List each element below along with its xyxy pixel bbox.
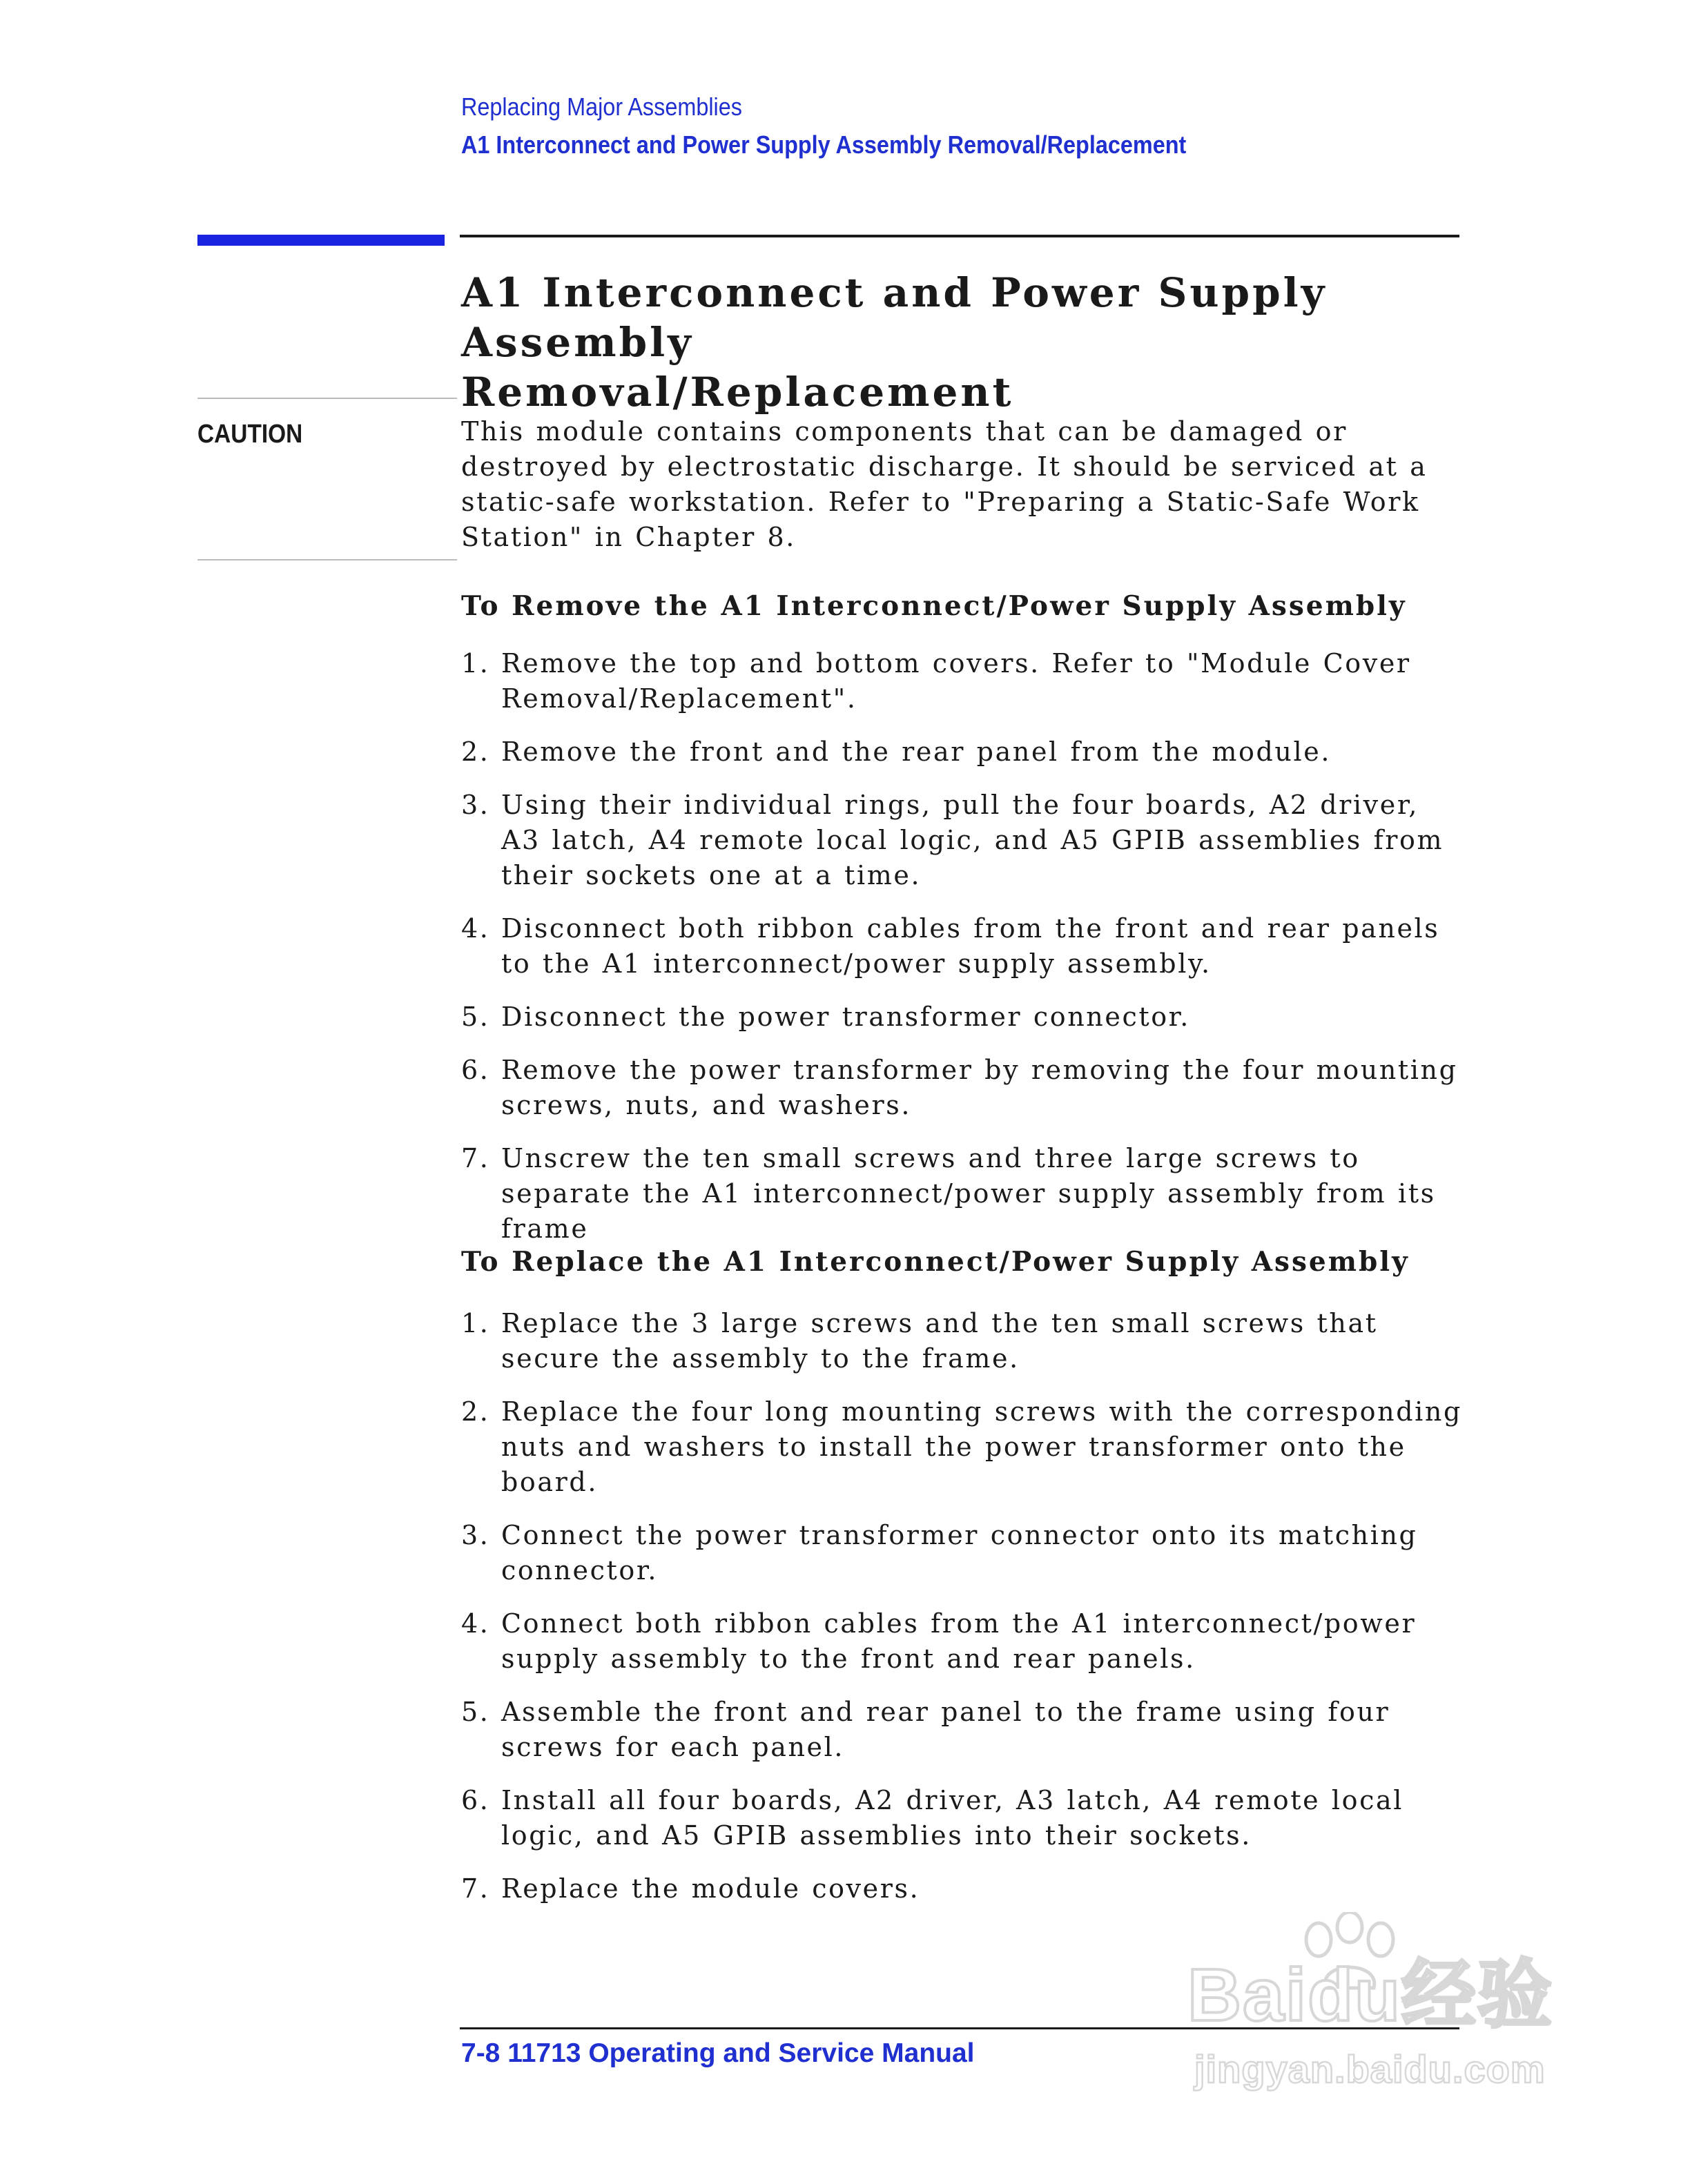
baidu-watermark xyxy=(1187,1912,1574,2119)
step-text: Disconnect both ribbon cables from the front and rear panels to the A1 interconnect/power supply assembly. xyxy=(501,913,1440,979)
step-number: 7. xyxy=(461,1873,490,1904)
watermark-brand: Baidu经验 xyxy=(1187,1953,1554,2036)
running-head-section: A1 Interconnect and Power Supply Assembly Removal/Replacement xyxy=(461,130,1187,159)
step-number: 2. xyxy=(461,1396,490,1427)
step-number: 5. xyxy=(461,1697,490,1727)
step-text: Using their individual rings, pull the four boards, A2 driver, A3 latch, A4 remote local logic, and A5 GPIB assemblies from their sockets one at a time. xyxy=(501,790,1444,890)
remove-steps-list xyxy=(461,646,1469,1247)
watermark-url: jingyan.baidu.com xyxy=(1194,2047,1546,2091)
running-head xyxy=(461,88,1267,164)
list-item xyxy=(461,734,1469,770)
page-title xyxy=(461,268,1469,417)
list-item xyxy=(461,1695,1469,1765)
step-number: 6. xyxy=(461,1785,490,1815)
remove-heading: To Remove the A1 Interconnect/Power Supply Assembly xyxy=(461,590,1407,622)
list-item xyxy=(461,911,1469,982)
step-text: Remove the front and the rear panel from the module. xyxy=(501,737,1332,767)
step-text: Replace the four long mounting screws with the corresponding nuts and washers to install the power transformer onto the board. xyxy=(501,1396,1462,1497)
step-text: Connect both ribbon cables from the A1 interconnect/power supply assembly to the front and rear panels. xyxy=(501,1608,1417,1674)
blue-accent-bar xyxy=(197,235,445,246)
step-number: 5. xyxy=(461,1002,490,1032)
step-text: Assemble the front and rear panel to the frame using four screws for each panel. xyxy=(501,1697,1390,1762)
top-divider xyxy=(460,235,1459,237)
step-number: 4. xyxy=(461,913,490,944)
page-title-line2: Removal/Replacement xyxy=(461,369,1014,416)
step-number: 3. xyxy=(461,790,490,820)
step-number: 1. xyxy=(461,1308,490,1338)
caution-rule-top xyxy=(197,398,457,399)
step-text: Remove the power transformer by removing the four mounting screws, nuts, and washers. xyxy=(501,1055,1458,1120)
list-item xyxy=(461,1000,1469,1035)
step-number: 2. xyxy=(461,737,490,767)
step-number: 7. xyxy=(461,1143,490,1173)
list-item xyxy=(461,1518,1469,1588)
step-text: Disconnect the power transformer connector. xyxy=(501,1002,1190,1032)
step-number: 6. xyxy=(461,1055,490,1085)
running-head-chapter: Replacing Major Assemblies xyxy=(461,92,742,121)
step-number: 3. xyxy=(461,1520,490,1550)
list-item xyxy=(461,1871,1469,1907)
list-item xyxy=(461,788,1469,893)
list-item xyxy=(461,1141,1469,1247)
step-text: Install all four boards, A2 driver, A3 latch, A4 remote local logic, and A5 GPIB assemblies into their sockets. xyxy=(501,1785,1404,1851)
replace-heading: To Replace the A1 Interconnect/Power Supply Assembly xyxy=(461,1246,1410,1278)
replace-steps-list xyxy=(461,1306,1469,1907)
list-item xyxy=(461,1606,1469,1677)
step-number: 1. xyxy=(461,648,490,679)
step-text: Replace the 3 large screws and the ten small screws that secure the assembly to the frame. xyxy=(501,1308,1378,1374)
step-text: Unscrew the ten small screws and three large screws to separate the A1 interconnect/power supply assembly from its frame xyxy=(501,1143,1436,1244)
list-item xyxy=(461,1394,1469,1500)
step-text: Remove the top and bottom covers. Refer to "Module Cover Removal/Replacement". xyxy=(501,648,1411,714)
list-item xyxy=(461,1053,1469,1123)
caution-label: CAUTION xyxy=(197,420,303,449)
step-text: Replace the module covers. xyxy=(501,1873,920,1904)
list-item xyxy=(461,1306,1469,1376)
step-text: Connect the power transformer connector onto its matching connector. xyxy=(501,1520,1418,1586)
list-item xyxy=(461,646,1469,716)
footer-page-label: 7-8 11713 Operating and Service Manual xyxy=(461,2038,975,2068)
caution-text: This module contains components that can be damaged or destroyed by electrostatic discharge. It should be serviced at a static-safe workstation. Refer to "Preparing a Static-Safe Work Station" in Chapter 8. xyxy=(461,416,1428,552)
list-item xyxy=(461,1783,1469,1853)
page-title-line1: A1 Interconnect and Power Supply Assembly xyxy=(461,269,1328,366)
caution-rule-bottom xyxy=(197,559,457,560)
step-number: 4. xyxy=(461,1608,490,1639)
